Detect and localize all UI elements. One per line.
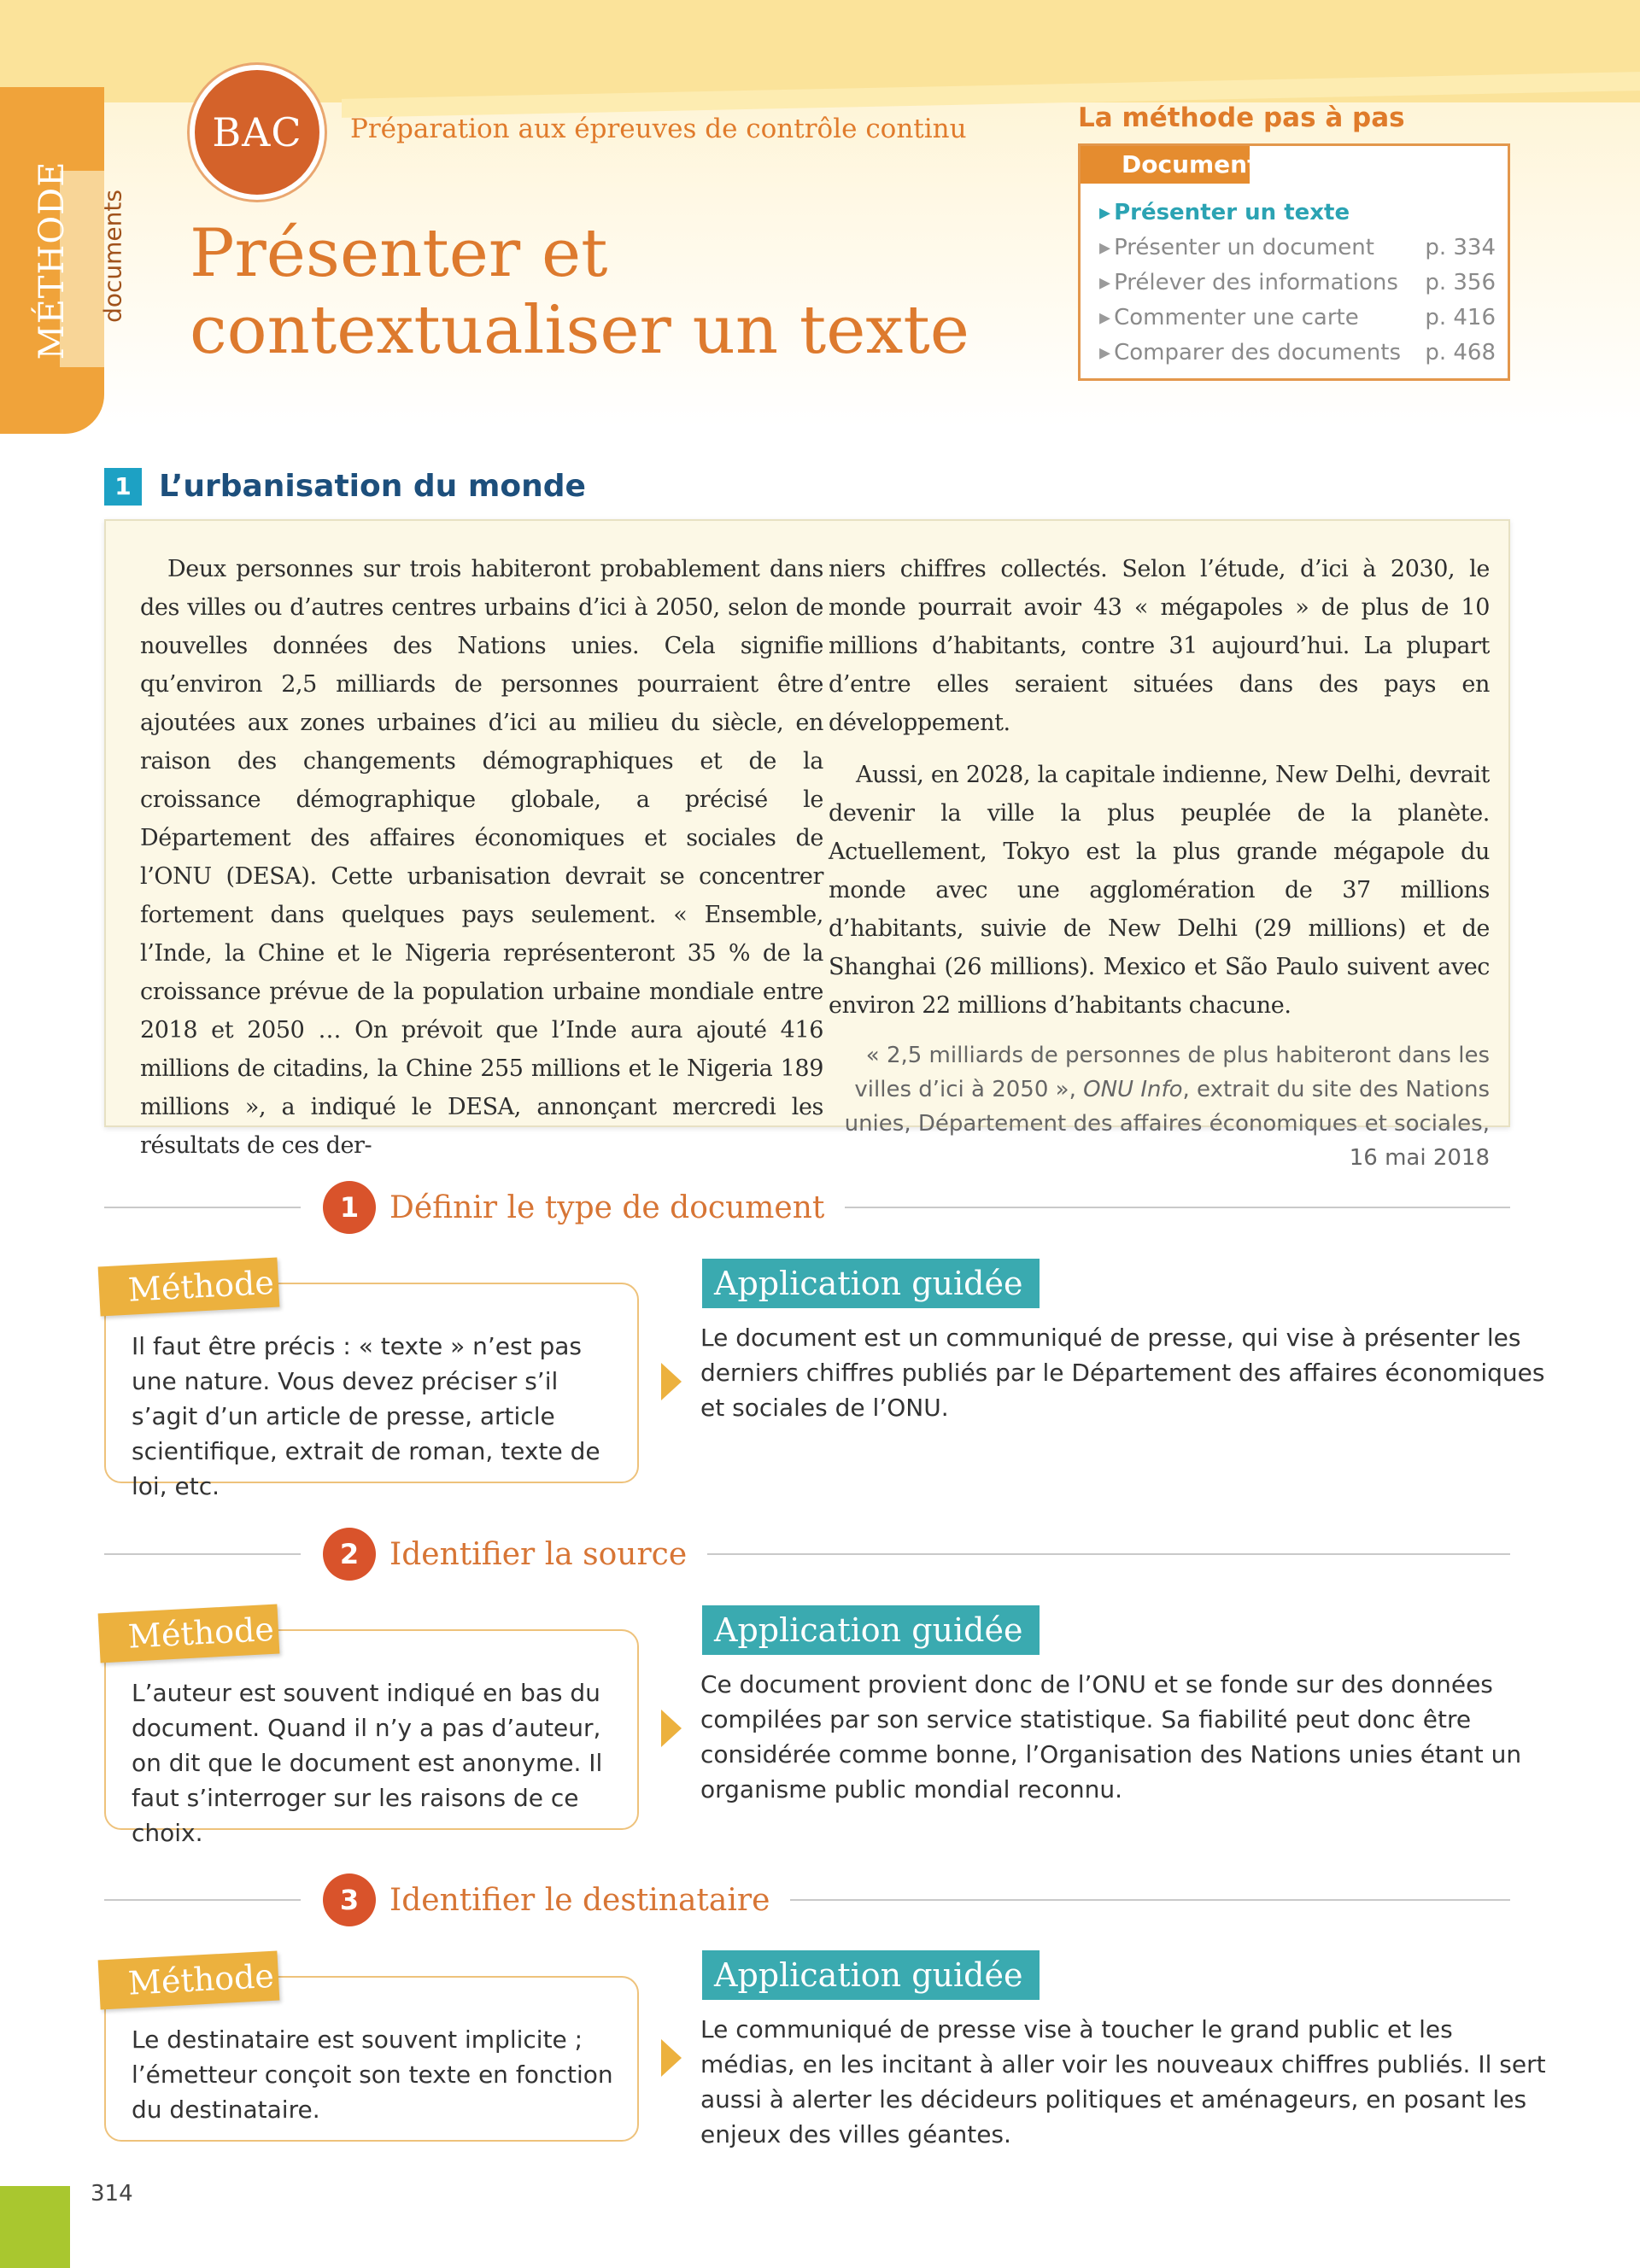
method-item[interactable] [1099,266,1496,301]
document-paragraph: niers chiffres collectés. Selon l’étude, d’ici à 2030, le monde pourrait avoir 43 « mégapoles » de plus de 10 millions d’habitants, contre 31 aujourd’hui. La plupart d’entre elles seraient situées dans des pays en développement. [829,556,1490,736]
source-text: « 2,5 milliards de personnes de plus habiteront dans les villes d’ici à 2050 », [854,1043,1490,1102]
document-source [829,1038,1490,1175]
arrow-right-icon [661,2039,682,2077]
method-item-label: ▸ Présenter un texte [1099,196,1350,231]
methode-box [104,1629,639,1847]
section-title: L’urbanisation du monde [159,469,586,504]
methode-label: Méthode [98,1258,280,1317]
methode-label: Méthode [98,1605,280,1663]
document-column-right [829,550,1490,1175]
application-label: Application guidée [702,1950,1040,2000]
step-title: Définir le type de document [390,1190,825,1225]
step-heading [301,1873,790,1926]
prep-subtitle: Préparation aux épreuves de contrôle continu [350,114,967,144]
step-number: 2 [323,1528,376,1581]
method-box-tab: Documents [1081,146,1250,184]
page-title-line1: Présenter et [190,215,608,292]
arrow-right-icon [661,1710,682,1747]
method-item-label: ▸ Présenter un document [1099,231,1374,266]
application-text: Ce document provient donc de l’ONU et se fonde sur des données compilées par son service statistique. Sa fiabilité peut donc être considérée comme bonne, l’Organisation des Nations unies étant un organisme public mondial reconnu. [700,1670,1522,1803]
method-box [1078,143,1510,381]
application-label: Application guidée [702,1259,1040,1308]
step-heading [301,1528,707,1581]
application-text: Le document est un communiqué de presse, qui vise à présenter les derniers chiffres publiés par le Département des affaires économiques et sociales de l’ONU. [700,1324,1545,1422]
method-item[interactable] [1099,231,1496,266]
document-paragraph: Aussi, en 2028, la capitale indienne, New Delhi, devrait devenir la ville la plus peuplée de la planète. Actuellement, Tokyo est la plus grande mégapole du monde avec une agglomération de 37 millions d’habitants, suivie de New Delhi (29 millions) et de Shanghai (26 millions). Mexico et São Paulo suivent avec environ 22 millions d’habitants chacune. [829,762,1490,1019]
page-title [190,215,969,369]
method-item-page: p. 416 [1425,305,1496,330]
document-box [104,519,1510,1171]
section-number: 1 [104,468,142,506]
methode-text: L’auteur est souvent indiqué en bas du document. Quand il n’y a pas d’auteur, on dit que le document est anonyme. Il faut s’interroger sur les raisons de ce choix. [132,1679,603,1847]
step-number: 3 [323,1873,376,1926]
method-item-page: p. 468 [1425,340,1496,365]
method-item[interactable] [1099,301,1496,336]
method-item-page: p. 334 [1425,235,1496,260]
method-item-label: ▸ Comparer des documents [1099,336,1401,371]
method-item-label: ▸ Prélever des informations [1099,266,1398,301]
page-title-line2: contextualiser un texte [190,292,969,369]
source-text: , extrait du site des Nations unies, Département des affaires économiques et sociales, 16 mai 2018 [844,1077,1490,1171]
method-item-current[interactable] [1099,196,1496,231]
method-item[interactable] [1099,336,1496,371]
method-item-page: p. 356 [1425,270,1496,295]
methode-text: Le destinataire est souvent implicite ; l’émetteur conçoit son texte en fonction du destinataire. [132,2025,613,2124]
method-item-label: ▸ Commenter une carte [1099,301,1359,336]
footer-bar [0,2186,70,2268]
step-heading [301,1181,845,1234]
page-number: 314 [91,2181,133,2207]
document-paragraph: Deux personnes sur trois habiteront probablement dans des villes ou d’autres centres urbains d’ici à 2050, selon de nouvelles données des Nations unies. Cela signifie qu’environ 2,5 milliards de personnes pourraient être ajoutées aux zones urbaines d’ici au milieu du siècle, en raison des changements démographiques et de la croissance démographique globale, a précisé le Département des affaires économiques et sociales de l’ONU (DESA). Cette urbanisation devrait se concentrer fortement dans quelques pays seulement. « Ensemble, l’Inde, la Chine et le Nigeria représenteront 35 % de la croissance prévue de la population urbaine mondiale entre 2018 et 2050 … On prévoit que l’Inde aura ajouté 416 millions de citadins, la Chine 255 millions et le Nigeria 189 millions », a indiqué le DESA, annonçant mercredi les résultats de ces der- [140,556,823,1159]
side-tab-label: MÉTHODE [32,161,72,360]
arrow-right-icon [661,1363,682,1400]
methode-text: Il faut être précis : « texte » n’est pas une nature. Vous devez préciser s’il s’agit d’un article de presse, article scientifique, extrait de roman, texte de loi, etc. [132,1332,600,1500]
source-publication: ONU Info [1083,1077,1183,1102]
document-column-left [140,550,823,1178]
method-box-title: La méthode pas à pas [1078,102,1405,133]
methode-label: Méthode [98,1951,280,2010]
methode-box [104,1283,639,1500]
side-tab-sublabel: documents [98,190,127,323]
application-label: Application guidée [702,1605,1040,1655]
bac-badge: BAC [190,65,325,200]
step-title: Identifier la source [390,1536,688,1572]
step-title: Identifier le destinataire [390,1882,770,1918]
application-text: Le communiqué de presse vise à toucher le grand public et les médias, en les incitant à aller voir les nouveaux chiffres publiés. Il sert aussi à alerter les décideurs politiques et aménageurs, en posant les enjeux des villes géantes. [700,2015,1546,2148]
method-list [1099,196,1496,371]
step-number: 1 [323,1181,376,1234]
